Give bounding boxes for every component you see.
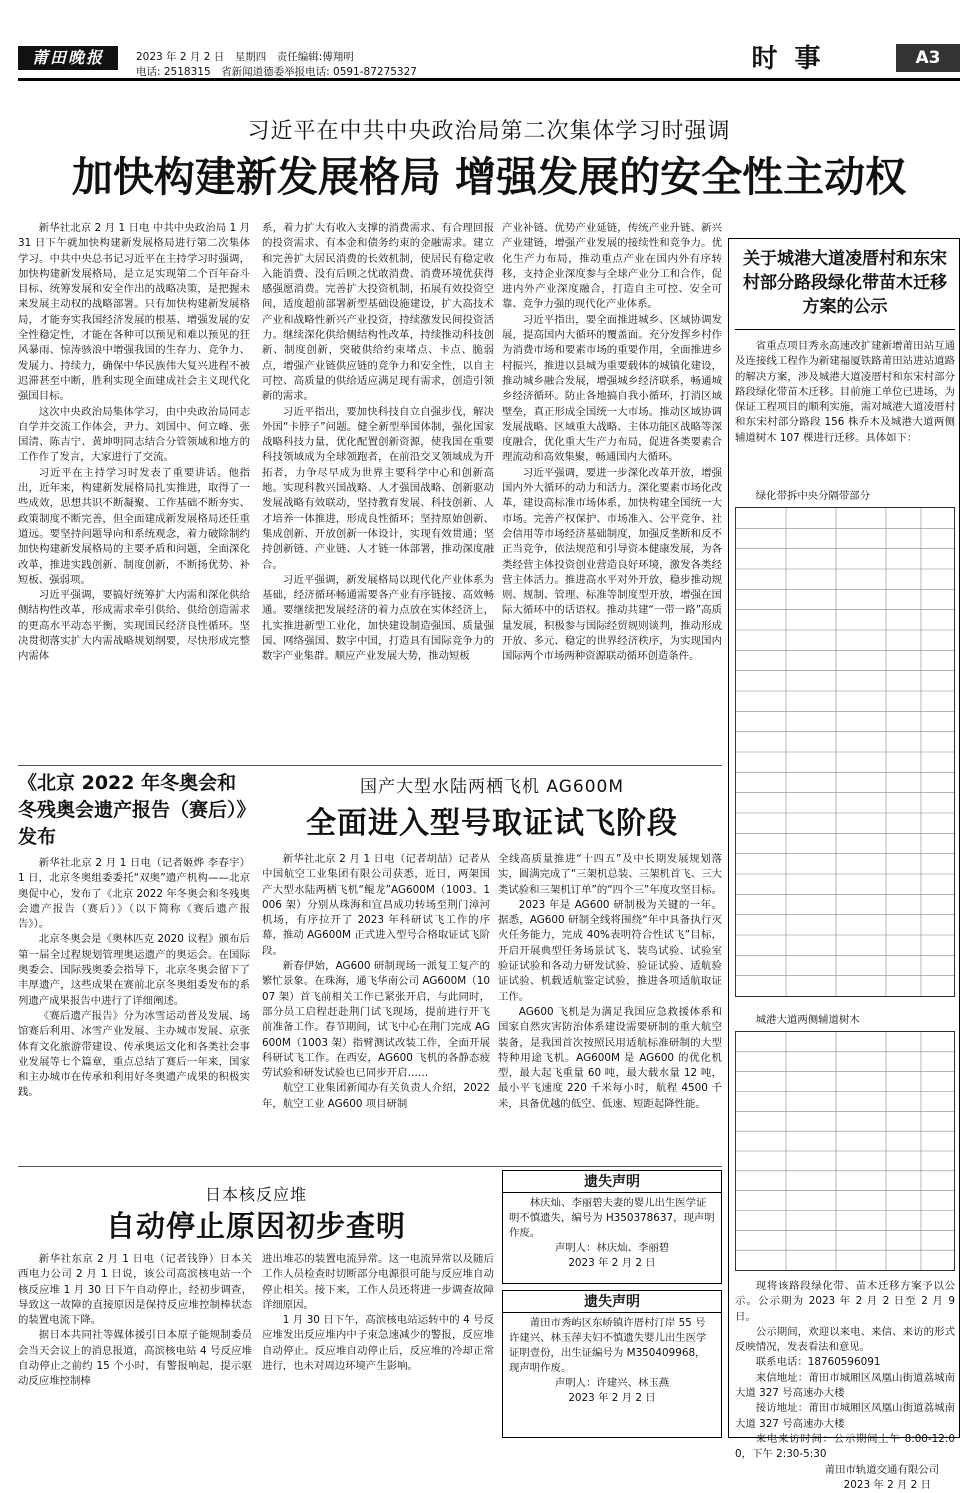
lost-notice-1 [502, 1170, 722, 1284]
notice-closing: 现将该路段绿化带、苗木迁移方案予以公示。公示期为 2023 年 2 月 2 日至 2 月 9 日。 公示期间，欢迎以来电、来信、来访的形式反映情况，发表看法和意见。 联系电话：18760596091 来信地址：莆田市城厢区凤凰山街道荔城南大道 327 号高速办大楼 接访地址：莆田市城厢区凤凰山街道荔城南大道 327 号高速办大楼 来电来访时间：公示期间上午 8:00-12:00，下午 2:30-5:30 莆田市轨道交通有限公司 2023 年 2 月 2 日 [735, 1280, 955, 1491]
table2-caption: 城港大道两侧辅道树木 [755, 1014, 860, 1026]
lead-column-2: 系，着力扩大有收入支撑的消费需求、有合理回报的投资需求、有本金和债务约束的金融需求。建立和完善扩大居民消费的长效机制，使居民有稳定收入能消费、没有后顾之忧敢消费、消费环境优获得感强愿消费。完善扩大投资机制，拓展有效投资空间，适度超前部署新型基础设施建设，扩大高技术产业和战略性新兴产业投资，持续激发民间投资活力。继续深化供给侧结构性改革，持续推动科技创新、制度创新，突破供给约束堵点、卡点、脆弱点，增强产业链供应链的竞争力和安全性，以自主可控、高质量的供给适应满足现有需求，创造引领新的需求。 习近平指出，要加快科技自立自强步伐，解决外国“卡脖子”问题。健全新型举国体制，强化国家战略科技力量，优化配置创新资源，使我国在重要科技领域成为全球领跑者，在前沿交叉领域成为开拓者，力争尽早成为世界主要科学中心和创新高地。实现科教兴国战略、人才强国战略、创新驱动发展战略有效联动，坚持教育发展、科技创新、人才培养一体推进，形成良性循环；坚持原始创新、集成创新、开放创新一体设计，实现有效贯通；坚持创新链、产业链、人才链一体部署，推动深度融合。 习近平强调，新发展格局以现代化产业体系为基础，经济循环畅通需要各产业有序链接、高效畅通。要继续把发展经济的着力点放在实体经济上，扎实推进新型工业化，加快建设制造强国、质量强国、网络强国、数字中国，打造具有国际竞争力的数字产业集群。顺应产业发展大势，推动短板 [262, 222, 494, 663]
section-divider [18, 765, 722, 766]
olympics-headline: 《北京 2022 年冬奥会和冬残奥会遗产报告（赛后）》发布 [18, 772, 247, 848]
lead-column-1: 新华社北京 2 月 1 日电 中共中央政治局 1 月 31 日下午就加快构建新发展格局进行第二次集体学习。中共中央总书记习近平在主持学习时强调，加快构建新发展格局，是立足实现第二个百年奋斗目标、统筹发展和安全作出的战略决策，是把握未来发展主动权的战略部署。只有加快构建新发展格局，才能夯实我国经济发展的根基、增强发展的安全性稳定性，才能在各种可以预见和难以预见的狂风暴雨、惊涛骇浪中增强我国的生存力、竞争力、发展力、持续力，确保中华民族伟大复兴进程不被迟滞甚至中断，胜利实现全面建成社会主义现代化强国目标。 这次中央政治局集体学习，由中央政治局同志自学并交流工作体会，尹力、刘国中、何立峰、张国清、陈吉宁、黄坤明同志结合分管领域和地方的工作作了发言，大家进行了交流。 习近平在主持学习时发表了重要讲话。他指出，近年来，构建新发展格局扎实推进，取得了一些成效，思想共识不断凝聚、工作基础不断夯实、政策制度不断完善，但全面建成新发展格局还任重道远。要坚持问题导向和系统观念，着力破除制约加快构建新发展格局的主要矛盾和问题，全面深化改革，推进实践创新、制度创新，不断扬优势、补短板、强弱项。 习近平强调，要搞好统筹扩大内需和深化供给侧结构性改革，形成需求牵引供给、供给创造需求的更高水平动态平衡，实现国民经济良性循环。坚决贯彻落实扩大内需战略规划纲要，尽快形成完整内需体 [18, 222, 250, 663]
lost-notice-1-signer: 声明人：林庆灿、李丽碧 [554, 1242, 670, 1254]
section-title: 时 事 [751, 44, 825, 74]
lost-notice-2-body: 莆田市秀屿区东峤镇许厝村汀岸 55 号许建兴、林玉萍夫妇不慎遗失婴儿出生医学证明壹份，出生证编号为 M350409968，现声明作废。 [509, 1317, 707, 1374]
lead-column-3: 产业补链、优势产业延链，传统产业升链、新兴产业建链，增强产业发展的接续性和竞争力。优化生产力布局，推动重点产业在国内外有序转移，支持企业深度参与全球产业分工和合作，促进内外产业深度融合，打造自主可控、安全可靠、竞争力强的现代化产业体系。 习近平指出，要全面推进城乡、区域协调发展，提高国内大循环的覆盖面。充分发挥乡村作为消费市场和要素市场的重要作用，全面推进乡村振兴，推进以县城为重要载体的城镇化建设，推动城乡融合发展，增强城乡经济联系，畅通城乡经济循环。防止各地搞自我小循环，打消区域壁垒，真正形成全国统一大市场。推动区域协调发展战略、区域重大战略、主体功能区战略等深度融合，优化重大生产力布局，促进各类要素合理流动和高效集聚，畅通国内大循环。 习近平强调，要进一步深化改革开放，增强国内外大循环的动力和活力。深化要素市场化改革，建设高标准市场体系，加快构建全国统一大市场。完善产权保护、市场准入、公平竞争、社会信用等市场经济基础制度，加强反垄断和反不正当竞争，依法规范和引导资本健康发展，为各类经营主体投资创业营造良好环境，激发各类经营主体活力。推进高水平对外开放，稳步推动规则、规制、管理、标准等制度型开放，增强在国际大循环中的话语权。推动共建“一带一路”高质量发展，积极参与国际经贸规则谈判，推动形成开放、多元、稳定的世界经济秩序，为实现国内国际两个市场两种资源联动循环创造条件。 [502, 222, 722, 663]
table-side-road-trees-grid [736, 1032, 954, 1270]
masthead-rule [18, 78, 960, 81]
table1-caption: 绿化带拆中央分隔带部分 [755, 490, 871, 502]
lost-notice-2 [502, 1290, 722, 1438]
table-green-belt [735, 507, 955, 997]
ag600-column-1: 新华社北京 2 月 1 日电（记者胡喆）记者从中国航空工业集团有限公司获悉，近日，两架国产大型水陆两栖飞机“鲲龙”AG600M（1003、1006 架）分别从珠海和宜昌成功转场至荆门漳河机场，有序拉开了 2023 年科研试飞工作的序幕，推动 AG600M 正式进入型号合格取证试飞阶段。 新春伊始，AG600 研制现场一派复工复产的繁忙景象。在珠海，通飞华南公司 AG600M（1007 架）首飞前相关工作已紧张开启，与此同时，部分员工启程赶赴荆门试飞现场，提前进行开飞前准备工作。春节期间，试飞中心在荆门完成 AG600M（1003 架）指臂测试改装工作，全面开展科研试飞工作。在西安，AG600 飞机的各静态疲劳试验和研发试验也已同步开启…… 航空工业集团新闻办有关负责人介绍，2022 年，航空工业 AG600 项目研制 [262, 853, 490, 1110]
lost-notice-2-signer: 声明人：许建兴、林玉燕 [554, 1377, 670, 1389]
notice-intro: 省重点项目秀永高速改扩建新增莆田站互通及连接线工程作为新建福厦铁路莆田站进站道路的解决方案，涉及城港大道凌厝村和东宋村部分路段绿化带苗木迁移。目前施工单位已进场，为保证工程项目的顺利实施，需对城港大道凌厝村和东宋村部分路段 156 株乔木及城港大道两侧辅道树木 107 棵进行迁移。具体如下： [735, 340, 955, 444]
notice-top-rule [735, 329, 955, 330]
notice-box [728, 238, 960, 1491]
nuclear-column-1: 新华社东京 2 月 1 日电（记者钱铮）日本关西电力公司 2 月 1 日说，该公司高滨核电站一个核反应堆 1 月 30 日下午自动停止，经初步调查，导致这一故障的直接原因是保持反应堆控制棒状态的装置电流下降。 据日本共同社等媒体援引日本原子能规制委员会当天会议上的消息报道，高滨核电站 4 号反应堆自动停止之前约 15 个小时，有警报响起，提示驱动反应堆控制棒 [18, 1253, 252, 1388]
nuclear-kicker: 日本核反应堆 [204, 1185, 307, 1204]
nuclear-column-2: 进出堆芯的装置电流异常。这一电流异常以及随后工作人员检查时切断部分电源很可能与反应堆自动停止相关。接下来，工作人员还将进一步调查故障详细原因。 1 月 30 日下午，高滨核电站运转中的 4 号反应堆发出反应堆内中子束急速减少的警报，反应堆自动停止。反应堆自动停止后，反应堆的冷却正常进行，也未对周边环境产生影响。 [262, 1253, 494, 1373]
lost-notice-1-date: 2023 年 2 月 2 日 [568, 1257, 656, 1269]
lower-divider [18, 1166, 722, 1167]
ag600-headline: 全面进入型号取证试飞阶段 [306, 806, 678, 841]
table-side-road-trees [735, 1031, 955, 1271]
olympics-body: 新华社北京 2 月 1 日电（记者姬烨 李春宇）1 日，北京冬奥组委委托“双奥”遗产机构——北京奥促中心，发布了《北京 2022 年冬奥会和冬残奥会遗产报告（赛后）》（以下简称《赛后遗产报告》）。 北京冬奥会是《奥林匹克 2020 议程》颁布后第一届全过程规划管理奥运遗产的奥运会。在国际奥委会、国际残奥委会指导下，北京冬奥会留下了丰厚遗产，这些成果在赛前北京冬奥组委发布的系列遗产成果报告中进行了详细阐述。 《赛后遗产报告》分为冰雪运动普及发展、场馆赛后利用、冰雪产业发展、主办城市发展、京张体育文化旅游带建设、传承奥运文化和各类社会事业发展等七个篇章，重点总结了赛后一年来，国家和主办城市在传承和利用好冬奥遗产成果的积极实践。 [18, 857, 250, 1099]
nuclear-headline: 自动停止原因初步查明 [105, 1209, 406, 1243]
lead-kicker: 习近平在中共中央政治局第二次集体学习时强调 [247, 119, 731, 144]
ag600-kicker: 国产大型水陆两栖飞机 AG600M [359, 777, 625, 797]
newspaper-logo: 莆田晚报 [18, 46, 118, 70]
lost-notice-1-body: 林庆灿、李丽碧夫妻的婴儿出生医学证明不慎遗失，编号为 H350378637，现声明作废。 [509, 1197, 715, 1239]
masthead-date-line: 2023 年 2 月 2 日 星期四 责任编辑:傅翔明 [136, 51, 354, 63]
lead-headline: 加快构建新发展格局 增强发展的安全性主动权 [71, 153, 907, 201]
masthead-phone-line: 电话: 2518315 省新闻道德委举报电话: 0591-87275327 [136, 66, 417, 78]
table-green-belt-grid [736, 508, 954, 996]
notice-title: 关于城港大道凌厝村和东宋村部分路段绿化带苗木迁移方案的公示 [743, 249, 947, 317]
lost-notice-2-title: 遗失声明 [503, 1291, 721, 1313]
lost-notice-2-date: 2023 年 2 月 2 日 [568, 1392, 656, 1404]
page-number-badge: A3 [896, 44, 960, 72]
lost-notice-1-title: 遗失声明 [503, 1171, 721, 1193]
ag600-column-2: 全线高质量推进“十四五”及中长期发展规划落实，圆满完成了“三架机总装、三架机首飞、三大类试验和三架机订单”的“四个三”年度攻坚目标。 2023 年是 AG600 研制极为关键的一年。据悉，AG600 研制全线将围绕“年中具备执行灭火任务能力，完成 40%表明符合性试飞”目标，开启开展典型任务场景试飞、装鸟试验、试验室验证试验和各动力研发试验、验证试验、适航验证试验、机载适航鉴定试验，推进各项适航取证工作。 AG600 飞机是为满足我国应急救援体系和国家自然灾害防治体系建设需要研制的重大航空装备，是我国首次按照民用适航标准研制的大型特种用途飞机。AG600M 是 AG600 的优化机型，最大起飞重量 60 吨，最大载水量 12 吨，最小平飞速度 220 千米每小时，航程 4500 千米，具备优越的低空、低速、短距起降性能。 [498, 853, 722, 1110]
